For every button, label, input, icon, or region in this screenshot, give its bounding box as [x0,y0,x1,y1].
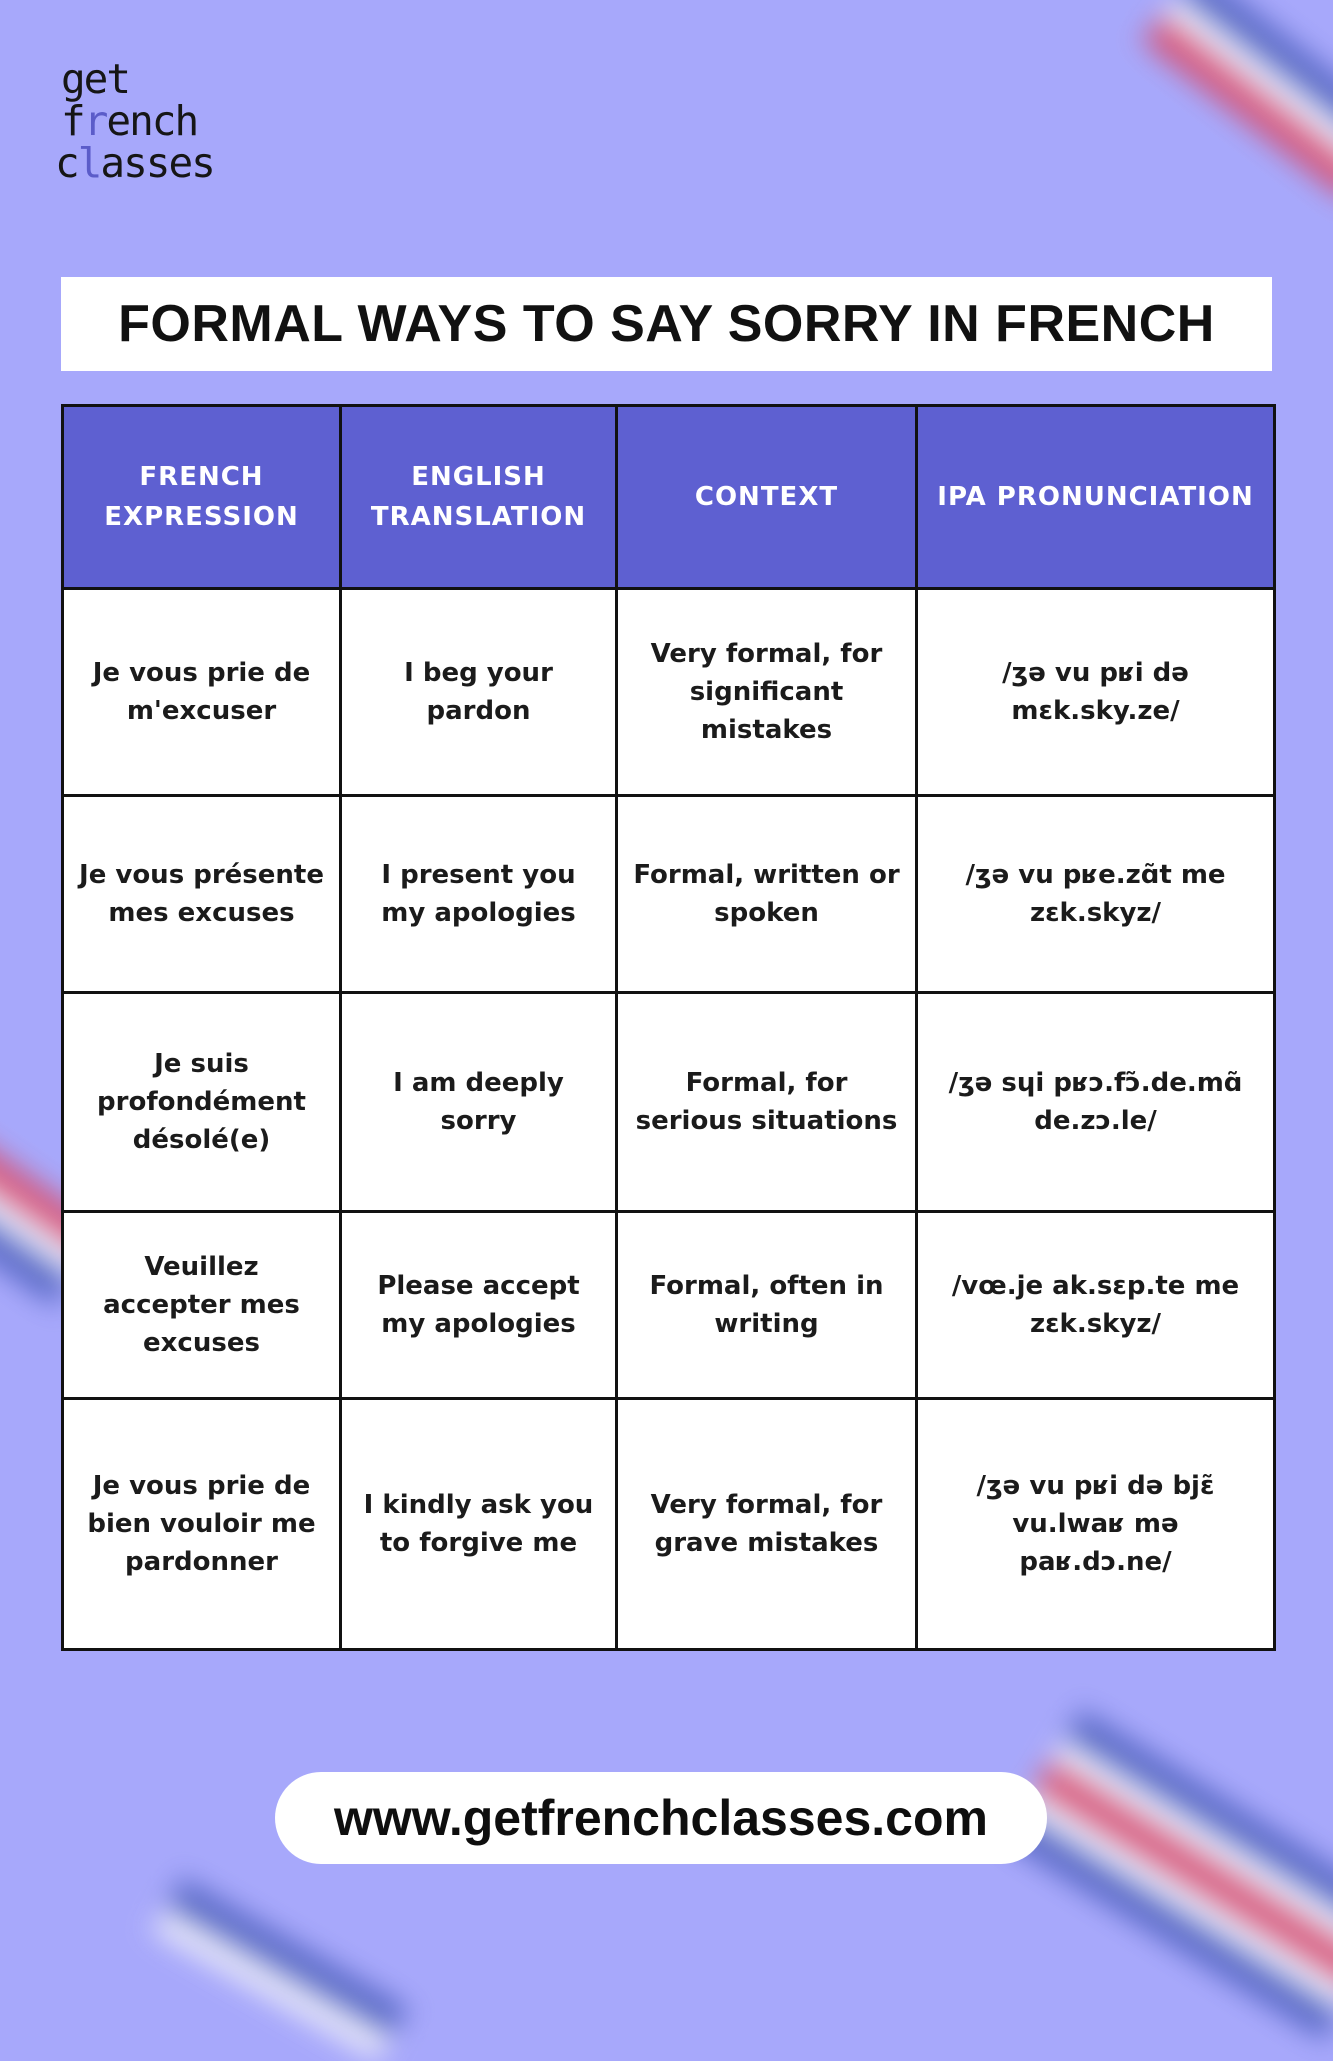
table-row [63,1212,1275,1399]
cell-ipa: /ʒə vu pʁi də mɛk.sky.ze/ [917,589,1275,796]
cell-context: Formal, written or spoken [617,796,917,993]
cell-context: Formal, for serious situations [617,993,917,1212]
flag-decoration-bottom-right [1002,1711,1333,2040]
cell-english: I am deeply sorry [341,993,617,1212]
title-banner [61,277,1272,371]
cell-french: Je vous présente mes excuses [63,796,341,993]
flag-decoration-top-right [1143,0,1333,200]
cell-ipa: /ʒə sɥi pʁɔ.fɔ̃.de.mɑ̃ de.zɔ.le/ [917,993,1275,1212]
cell-english: I present you my apologies [341,796,617,993]
logo-line-classes: classes [55,139,214,187]
cell-ipa: /vœ.je ak.sɛp.te me zɛk.skyz/ [917,1212,1275,1399]
cell-english: Please accept my apologies [341,1212,617,1399]
table-row [63,796,1275,993]
table-row [63,589,1275,796]
cell-french: Veuillez accepter mes excuses [63,1212,341,1399]
table-row [63,993,1275,1212]
cell-french: Je suis profondément désolé(e) [63,993,341,1212]
website-url-pill [275,1772,1047,1864]
cell-french: Je vous prie de m'excuser [63,589,341,796]
header-context: CONTEXT [617,406,917,589]
table-header-row [63,406,1275,589]
header-french-expression: FRENCH EXPRESSION [63,406,341,589]
page-title: FORMAL WAYS TO SAY SORRY IN FRENCH [118,295,1215,353]
cell-context: Very formal, for significant mistakes [617,589,917,796]
phrases-table [61,404,1276,1651]
header-english-translation: ENGLISH TRANSLATION [341,406,617,589]
cell-context: Formal, often in writing [617,1212,917,1399]
cell-context: Very formal, for grave mistakes [617,1399,917,1650]
logo-line-get: get [61,55,130,103]
logo-line-french: french [61,97,198,145]
cell-english: I beg your pardon [341,589,617,796]
brand-logo [55,55,214,187]
cell-ipa: /ʒə vu pʁi də bjɛ̃ vu.lwaʁ mə paʁ.dɔ.ne/ [917,1399,1275,1650]
cell-english: I kindly ask you to forgive me [341,1399,617,1650]
flag-decoration-bottom-left [152,1879,407,2061]
website-url: www.getfrenchclasses.com [334,1790,988,1846]
header-ipa-pronunciation: IPA PRONUNCIATION [917,406,1275,589]
cell-french: Je vous prie de bien vouloir me pardonner [63,1399,341,1650]
cell-ipa: /ʒə vu pʁe.zɑ̃t me zɛk.skyz/ [917,796,1275,993]
table-row [63,1399,1275,1650]
